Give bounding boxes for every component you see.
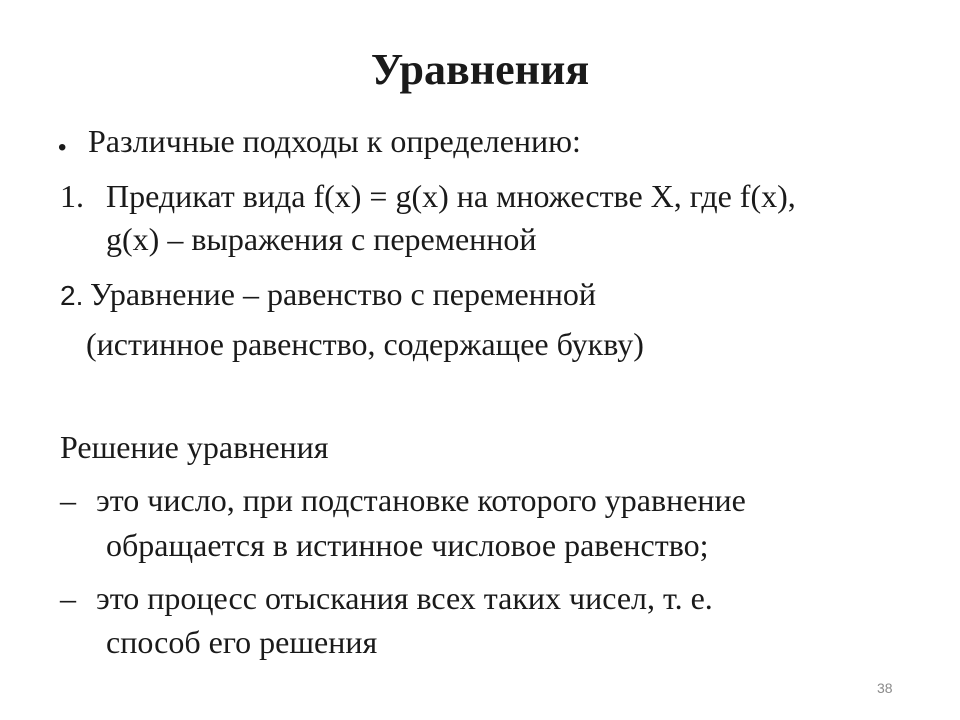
def1-line1: это число, при подстановке которого уравнение <box>96 482 746 518</box>
slide-title: Уравнения <box>370 45 590 94</box>
item1-line1: Предикат вида f(x) = g(x) на множестве X, где f(x), <box>106 178 796 214</box>
solution-heading: Решение уравнения <box>60 429 329 465</box>
intro-text: Различные подходы к определению: <box>88 123 581 159</box>
def2-line2: способ его решения <box>106 624 378 660</box>
item2-marker: 2. <box>60 280 84 311</box>
page-number: 38 <box>877 680 893 696</box>
item2-line2: (истинное равенство, содержащее букву) <box>86 326 644 362</box>
item2-line1: Уравнение – равенство с переменной <box>90 276 597 312</box>
item1-marker: 1. <box>60 178 84 214</box>
def1-line2: обращается в истинное числовое равенство; <box>106 527 709 563</box>
item1-line2: g(x) – выражения с переменной <box>106 221 537 257</box>
def2-line1: это процесс отыскания всех таких чисел, т. е. <box>96 580 713 616</box>
def1-marker: – <box>60 482 76 518</box>
bullet-marker: • <box>58 134 67 161</box>
def2-marker: – <box>60 580 76 616</box>
